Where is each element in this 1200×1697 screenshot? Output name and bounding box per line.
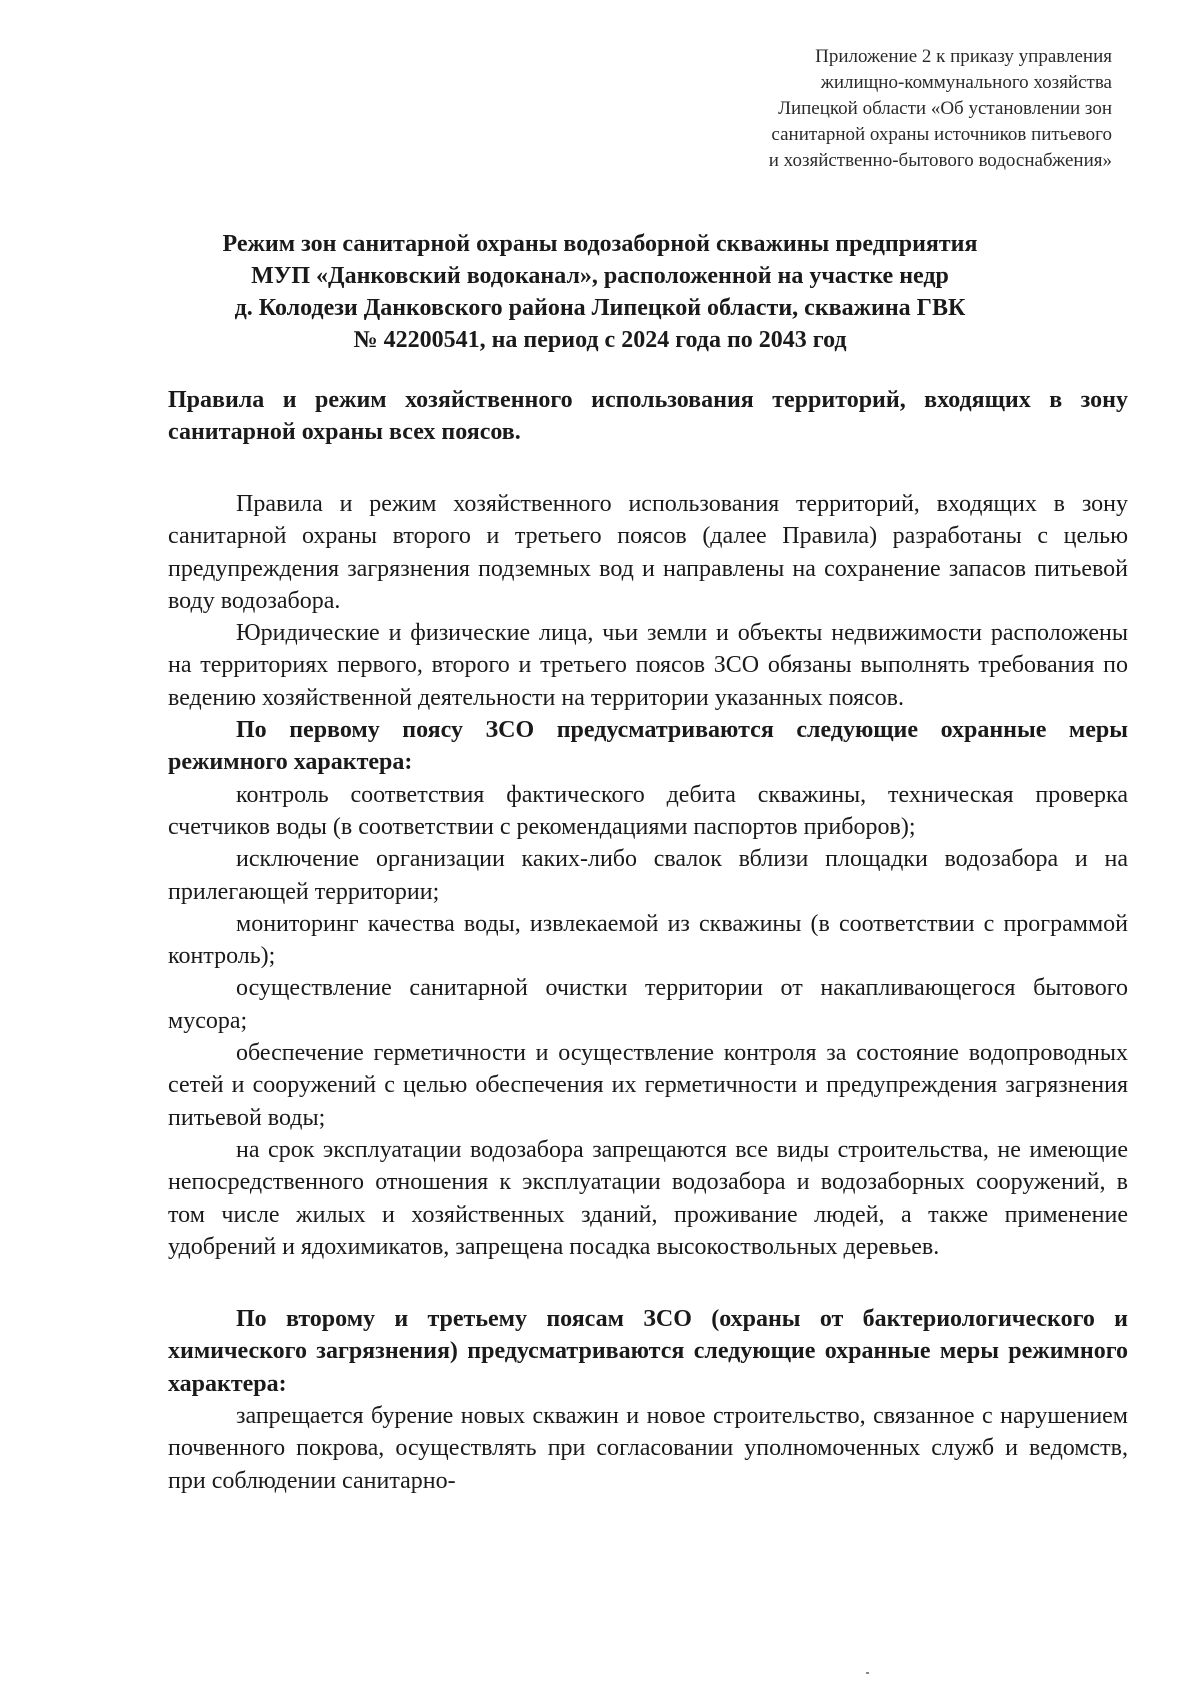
appendix-line: Липецкой области «Об установлении зон: [778, 98, 1112, 119]
paragraph-purpose: Правила и режим хозяйственного использования территорий, входящих в зону санитарной охраны второго и третьего поясов (далее Правила) разработаны с целью предупреждения загрязнения подземных вод и направлены на сохранение запасов питьевой воду водозабора.: [168, 491, 1128, 614]
belt1-item: осуществление санитарной очистки территории от накапливающегося бытового мусора;: [168, 975, 1128, 1034]
section-heading: Правила и режим хозяйственного использования территорий, входящих в зону санитарной охраны всех поясов.: [168, 387, 1128, 445]
document-body: [168, 488, 1128, 1497]
belt1-item: обеспечение герметичности и осуществление контроля за состояние водопроводных сетей и сооружений с целью обеспечения их герметичности и предупреждения загрязнения питьевой воды;: [168, 1040, 1128, 1131]
title-line: д. Колодези Данковского района Липецкой области, скважина ГВК: [234, 295, 966, 321]
scan-speck: [866, 1672, 869, 1674]
appendix-line: санитарной охраны источников питьевого: [771, 124, 1112, 145]
belt23-heading: По второму и третьему поясам ЗСО (охраны от бактериологического и химического загрязнения) предусматриваются следующие охранные меры режимного характера:: [168, 1306, 1128, 1397]
document-title: [150, 228, 1050, 356]
appendix-line: жилищно-коммунального хозяйства: [820, 72, 1112, 93]
belt1-item: исключение организации каких-либо свалок вблизи площадки водозабора и на прилегающей территории;: [168, 846, 1128, 905]
paragraph-obligations: Юридические и физические лица, чьи земли и объекты недвижимости расположены на территориях первого, второго и третьего поясов ЗСО обязаны выполнять требования по ведению хозяйственной деятельности на территории указанных поясов.: [168, 620, 1128, 711]
paragraph-gap: [168, 1263, 1128, 1303]
belt1-item: контроль соответствия фактического дебита скважины, техническая проверка счетчиков воды (в соответствии с рекомендациями паспортов приборов);: [168, 781, 1128, 840]
title-line: Режим зон санитарной охраны водозаборной скважины предприятия: [222, 231, 978, 257]
title-line: МУП «Данковский водоканал», расположенной на участке недр: [251, 263, 949, 289]
title-line: № 42200541, на период с 2024 года по 2043 год: [353, 327, 847, 353]
appendix-line: Приложение 2 к приказу управления: [815, 46, 1112, 67]
appendix-line: и хозяйственно-бытового водоснабжения»: [768, 150, 1112, 171]
appendix-note: [592, 44, 1112, 174]
belt1-item: на срок эксплуатации водозабора запрещаются все виды строительства, не имеющие непосредственного отношения к эксплуатации водозабора и водозаборных сооружений, в том числе жилых и хозяйственных зданий, проживание людей, а также применение удобрений и ядохимикатов, запрещена посадка высокоствольных деревьев.: [168, 1136, 1128, 1260]
belt1-heading: По первому поясу ЗСО предусматриваются следующие охранные меры режимного характера:: [168, 717, 1128, 776]
belt23-item: запрещается бурение новых скважин и новое строительство, связанное с нарушением почвенного покрова, осуществлять при согласовании уполномоченных служб и ведомств, при соблюдении санитарно-: [168, 1403, 1128, 1494]
belt1-item: мониторинг качества воды, извлекаемой из скважины (в соответствии с программой контроль);: [168, 910, 1128, 970]
